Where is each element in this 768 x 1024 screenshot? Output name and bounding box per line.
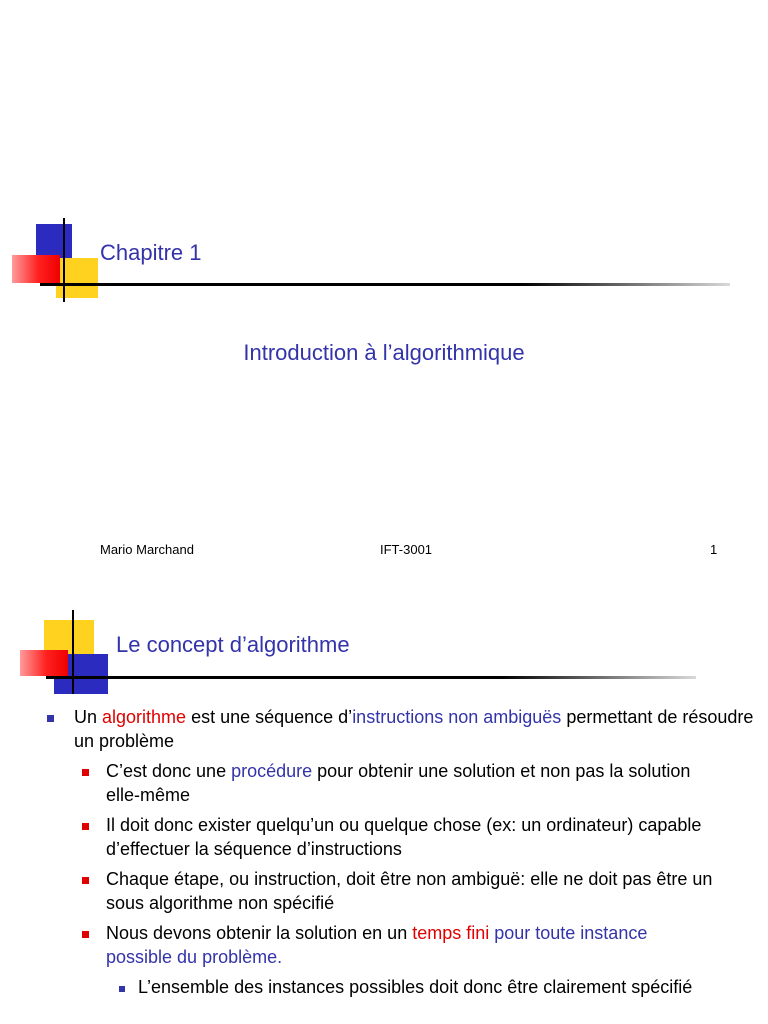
- red-bar: [12, 255, 60, 283]
- slide-title: Chapitre 1: [100, 240, 202, 265]
- highlight-term: temps fini: [412, 923, 490, 943]
- highlight-term: procédure: [231, 761, 313, 781]
- vertical-line: [63, 218, 65, 302]
- slide2-title-rule: [46, 676, 696, 679]
- title-rule: [40, 283, 730, 286]
- text: Chaque étape, ou instruction, doit être non ambiguë: elle ne doit pas être un sous algorithme non spécifié: [106, 869, 713, 913]
- list-item: [0, 921, 716, 969]
- bullet-list: [0, 705, 768, 1003]
- bullet-icon: [82, 877, 89, 884]
- list-item: [0, 759, 716, 807]
- text: permettant de résoudre un problème: [74, 707, 754, 751]
- highlight-term: pour toute instance possible du problème.: [106, 923, 648, 967]
- bullet-icon: [82, 769, 89, 776]
- vertical-line: [72, 610, 74, 694]
- text: Il doit donc exister quelqu’un ou quelque chose (ex: un ordinateur) capable d’effectuer la séquence d’instructions: [106, 815, 702, 859]
- text: est une séquence d’: [186, 707, 353, 727]
- slide2-title: Le concept d’algorithme: [116, 632, 350, 657]
- text: Un: [74, 707, 103, 727]
- highlight-term: algorithme: [102, 707, 187, 727]
- footer-course: IFT-3001: [380, 542, 433, 557]
- text: C’est donc une: [106, 761, 232, 781]
- text: L’ensemble des instances possibles doit donc être clairement spécifié: [138, 977, 693, 997]
- list-item: [0, 813, 716, 861]
- bullet-icon: [47, 715, 54, 722]
- bullet-icon: [82, 823, 89, 830]
- bullet-icon: [119, 986, 125, 992]
- bullet-icon: [82, 931, 89, 938]
- text: Nous devons obtenir la solution en un: [106, 923, 413, 943]
- footer-author: Mario Marchand: [100, 542, 194, 557]
- footer-page-number: 1: [710, 542, 718, 557]
- text: pour obtenir une solution et non pas la solution elle-même: [106, 761, 691, 805]
- list-item: [0, 705, 768, 753]
- highlight-term: instructions non ambiguës: [352, 707, 562, 727]
- slide2-decoration: [0, 600, 130, 700]
- slide-subtitle: Introduction à l’algorithmique: [243, 340, 525, 365]
- red-bar: [20, 650, 68, 676]
- list-item: [0, 975, 718, 999]
- list-item: [0, 867, 716, 915]
